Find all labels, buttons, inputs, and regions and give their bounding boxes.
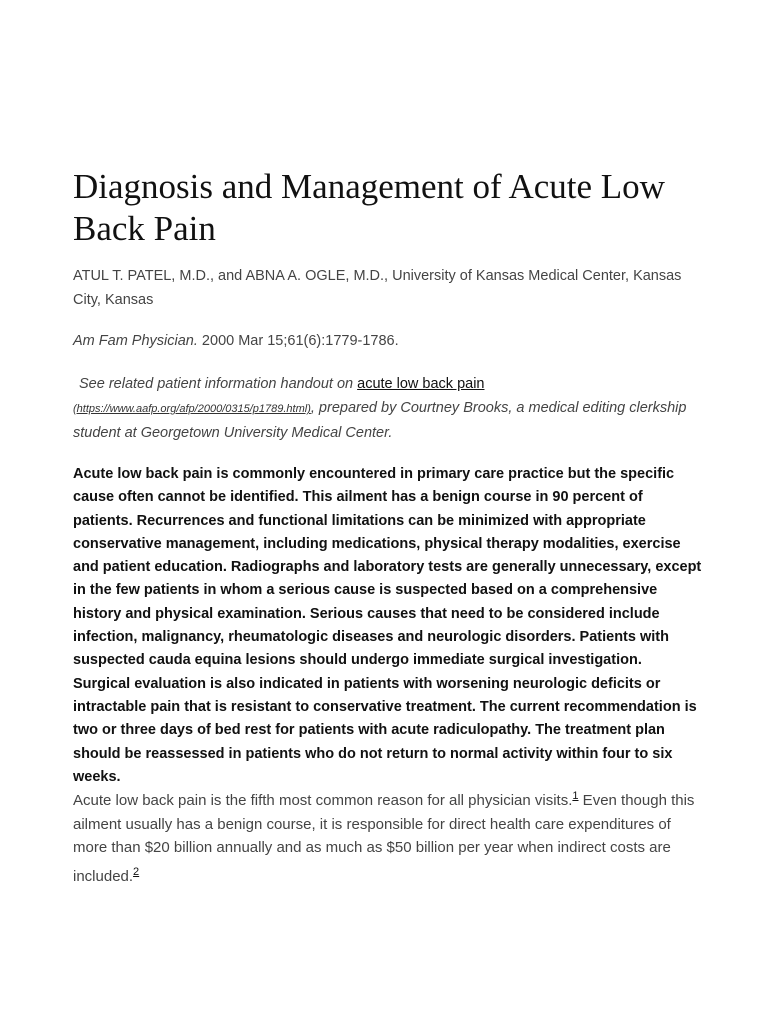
handout-url[interactable]: (https://www.aafp.org/afp/2000/0315/p1789.html) xyxy=(73,403,311,415)
reference-2-link[interactable]: 2 xyxy=(133,865,140,878)
body-sentence-2: Even though this ailment usually has a benign course, it is responsible for direct health care expenditures of more than $20 billion annually and as much as $50 billion per year when indirect costs are included. xyxy=(73,792,695,885)
article-title: Diagnosis and Management of Acute Low Back Pain xyxy=(73,167,665,248)
handout-suffix: , prepared by Courtney Brooks, a medical editing clerkship student at Georgetown University Medical Center. xyxy=(73,400,687,441)
body-sentence-1: Acute low back pain is the fifth most common reason for all physician visits. xyxy=(73,792,573,809)
article-citation xyxy=(73,330,399,352)
body-paragraph xyxy=(73,784,698,888)
handout-link[interactable]: acute low back pain xyxy=(357,376,485,392)
handout-prefix: See related patient information handout on xyxy=(79,376,358,392)
journal-name: Am Fam Physician. xyxy=(73,333,198,349)
patient-handout-note xyxy=(73,372,693,445)
citation-details: 2000 Mar 15;61(6):1779-1786. xyxy=(197,333,399,349)
article-authors: ATUL T. PATEL, M.D., and ABNA A. OGLE, M.D., University of Kansas Medical Center, Kansas City, Kansas xyxy=(73,268,682,308)
article-abstract: Acute low back pain is commonly encountered in primary care practice but the specific cause often cannot be identified. This ailment has a benign course in 90 percent of patients. Recurrences and functional limitations can be minimized with appropriate conservative management, including medications, physical therapy modalities, exercise and patient education. Radiographs and laboratory tests are generally unnecessary, except in the few patients in whom a serious cause is suspected based on a comprehensive history and physical examination. Serious causes that need to be considered include infection, malignancy, rheumatologic diseases and neurologic disorders. Patients with suspected cauda equina lesions should undergo immediate surgical investigation. Surgical evaluation is also indicated in patients with worsening neurologic deficits or intractable pain that is resistant to conservative treatment. The current recommendation is two or three days of bed rest for patients with acute radiculopathy. The treatment plan should be reassessed in patients who do not return to normal activity within four to six weeks. xyxy=(73,466,702,785)
reference-1-link[interactable]: 1 xyxy=(572,790,579,802)
reference-2-sup xyxy=(133,864,139,878)
